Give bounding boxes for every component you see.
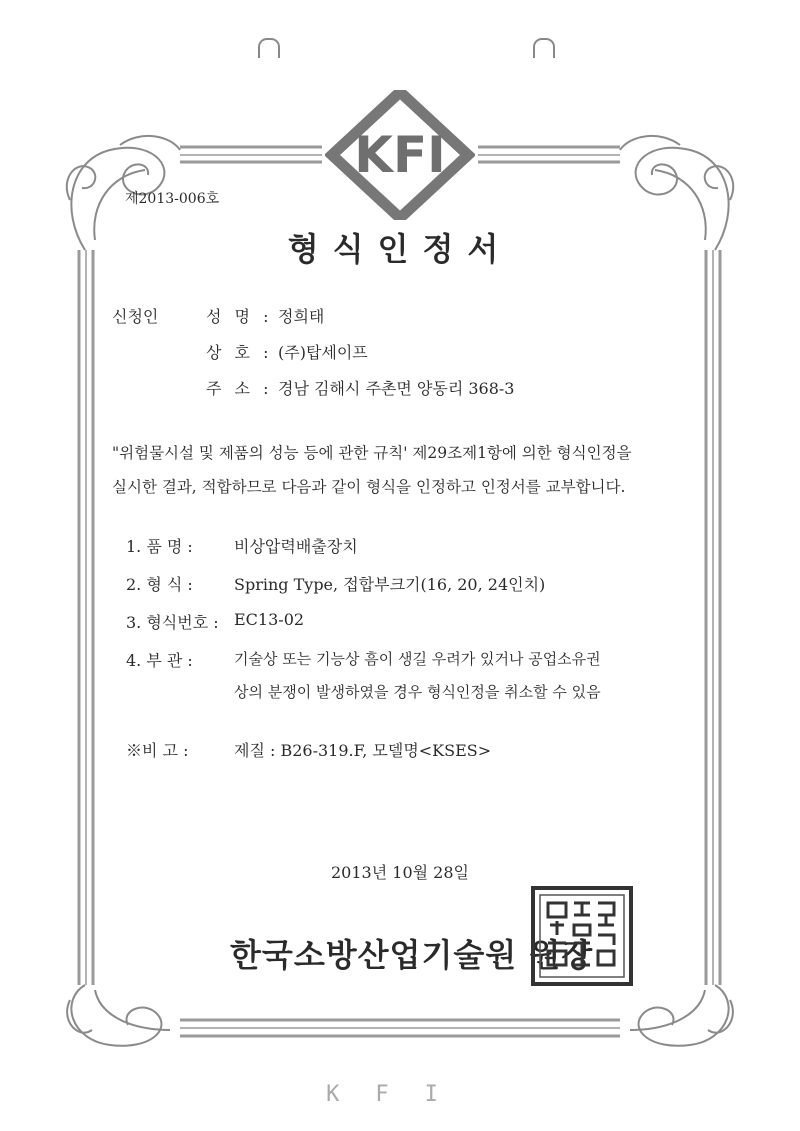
applicant-heading: 신청인 <box>112 307 159 326</box>
issue-date: 2013년 10월 28일 <box>331 863 469 882</box>
item-2-value: Spring Type, 접합부크기(16, 20, 24인치) <box>234 575 546 594</box>
logo-text: KFI <box>354 126 446 184</box>
address-value: 경남 김해시 주촌면 양동리 368-3 <box>278 379 515 398</box>
corner-ornament-bottom-left <box>67 985 170 1046</box>
item-4-value-continued: 상의 분쟁이 발생하였을 경우 형식인정을 취소할 수 있음 <box>234 683 601 701</box>
remark-value: 제질 : B26-319.F, 모델명<KSES> <box>234 741 492 760</box>
remark-label: ※비 고 : <box>126 741 189 760</box>
item-1-label: 1. 품 명 : <box>126 537 193 556</box>
company-label: 상 호 : <box>206 343 273 362</box>
item-4-label: 4. 부 관 : <box>126 651 193 670</box>
certificate-number: 제2013-006호 <box>125 191 220 207</box>
item-4-value: 기술상 또는 기능상 흠이 생길 우려가 있거나 공업소유권 <box>234 650 601 668</box>
intro-line-1: "위험물시설 및 제품의 성능 등에 관한 규칙' 제29조제1항에 의한 형식인정을 <box>112 444 632 462</box>
name-value: 정희태 <box>278 307 325 326</box>
issuing-organization: 한국소방산업기술원 원장 <box>230 936 594 974</box>
item-2-label: 2. 형 식 : <box>126 575 193 594</box>
kfi-logo <box>325 90 475 220</box>
official-seal <box>530 885 634 987</box>
item-3-value: EC13-02 <box>234 610 305 629</box>
name-label: 성 명 : <box>206 307 273 326</box>
intro-line-2: 실시한 결과, 적합하므로 다음과 같이 형식을 인정하고 인정서를 교부합니다. <box>112 478 626 496</box>
page-title: 형식인정서 <box>287 230 513 268</box>
item-1-value: 비상압력배출장치 <box>234 537 358 556</box>
item-3-label: 3. 형식번호 : <box>126 613 219 632</box>
address-label: 주 소 : <box>206 379 273 398</box>
footer-watermark: KFI <box>326 1082 474 1107</box>
corner-ornament-bottom-right <box>630 985 733 1046</box>
company-value: (주)탑세이프 <box>278 343 368 362</box>
